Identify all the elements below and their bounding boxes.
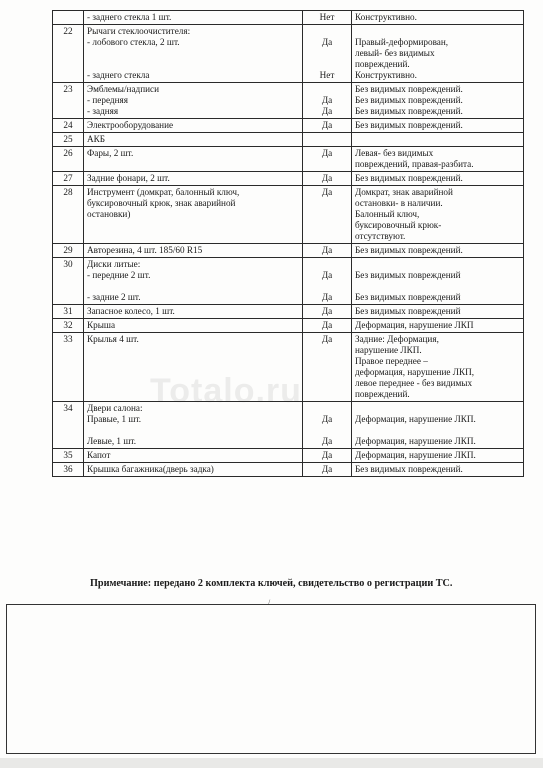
item-description-line: Инструмент (домкрат, балонный ключ, [87,187,240,197]
presence-status-line: Да [321,334,333,344]
condition-comment-line: Без видимых повреждений. [355,245,463,255]
condition-comment-line: отсутствуют. [355,231,406,241]
table-row [53,319,524,333]
scan-edge [0,758,543,768]
condition-comment-line [355,26,520,37]
row-number: 31 [63,306,73,316]
row-number-cell [53,258,84,305]
condition-comment-cell [352,244,524,258]
row-number: 27 [63,173,73,183]
item-description-line: Запасное колесо, 1 шт. [87,306,175,316]
presence-status-cell [303,244,352,258]
presence-status-cell [303,463,352,477]
condition-comment-cell [352,319,524,333]
row-number: 25 [63,134,73,144]
condition-comment-line [355,281,520,292]
presence-status-line: Да [321,95,333,105]
presence-status-cell [303,83,352,119]
presence-status-cell [303,25,352,83]
watermark: Totalo.ru [150,372,302,410]
row-number: 24 [63,120,73,130]
presence-status-line: Да [321,464,333,474]
presence-status-line: Да [321,120,333,130]
item-description-line: буксировочный крюк, знак аварийной [87,198,236,208]
presence-status-cell [303,402,352,449]
item-description-line: Задние фонари, 2 шт. [87,173,170,183]
row-number-cell [53,244,84,258]
table-row [53,258,524,305]
item-description-line: Крылья 4 шт. [87,334,139,344]
item-description-cell [84,172,303,186]
condition-comment-line: нарушение ЛКП. [355,345,422,355]
presence-status-line: Да [321,106,333,116]
condition-comment-line: Домкрат, знак аварийной [355,187,453,197]
condition-comment-line [355,425,520,436]
presence-status-line: Да [321,37,333,47]
item-description-cell [84,319,303,333]
condition-comment-line: повреждений, правая-разбита. [355,159,474,169]
condition-comment-line [355,259,520,270]
presence-status-line [306,281,348,292]
condition-comment-cell [352,305,524,319]
presence-status-line [306,134,348,145]
condition-comment-line: повреждений. [355,59,410,69]
item-description-line: Рычаги стеклоочистителя: [87,26,191,36]
row-number-cell [53,172,84,186]
item-description-cell [84,258,303,305]
presence-status-cell [303,449,352,463]
item-description-line: Капот [87,450,111,460]
condition-comment-line: Деформация, нарушение ЛКП. [355,450,476,460]
condition-comment-line: Без видимых повреждений. [355,120,463,130]
table-row [53,186,524,244]
item-description-line: Эмблемы/надписи [87,84,160,94]
presence-status-line [306,26,348,37]
condition-comment-line: повреждений. [355,389,410,399]
table-row [53,119,524,133]
item-description-line: - лобового стекла, 2 шт. [87,37,180,47]
presence-status-line: Нет [319,12,335,22]
condition-comment-cell [352,119,524,133]
presence-status-cell [303,11,352,25]
condition-comment-line: Балонный ключ, [355,209,420,219]
table-row [53,83,524,119]
item-description-cell [84,449,303,463]
condition-comment-cell [352,172,524,186]
row-number: 35 [63,450,73,460]
table-row [53,25,524,83]
row-number: 23 [63,84,73,94]
condition-comment-cell [352,258,524,305]
condition-comment-line: Без видимых повреждений [355,270,461,280]
condition-comment-line: Без видимых повреждений. [355,464,463,474]
item-description-line: Фары, 2 шт. [87,148,134,158]
condition-comment-line: Без видимых повреждений [355,292,461,302]
condition-comment-line: Конструктивно. [355,12,417,22]
table-row [53,333,524,402]
pen-mark: / [268,598,271,607]
row-number-cell [53,402,84,449]
inspection-table [52,10,524,477]
condition-comment-cell [352,25,524,83]
presence-status-line: Да [321,148,333,158]
condition-comment-line: Конструктивно. [355,70,417,80]
condition-comment-cell [352,402,524,449]
item-description-line: Диски литые: [87,259,141,269]
row-number-cell [53,147,84,172]
presence-status-line: Да [321,450,333,460]
item-description-line: - передние 2 шт. [87,270,151,280]
item-description-cell [84,186,303,244]
row-number-cell [53,319,84,333]
empty-signature-box [6,604,536,754]
row-number: 32 [63,320,73,330]
table-row [53,305,524,319]
row-number: 26 [63,148,73,158]
presence-status-cell [303,319,352,333]
item-description-line: АКБ [87,134,106,144]
row-number-cell [53,83,84,119]
presence-status-line [306,59,348,70]
presence-status-line: Да [321,436,333,446]
item-description-line [87,48,299,59]
presence-status-line: Да [321,320,333,330]
row-number: 28 [63,187,73,197]
presence-status-line [306,403,348,414]
row-number-cell [53,133,84,147]
condition-comment-line: деформация, нарушение ЛКП, [355,367,475,377]
condition-comment-cell [352,186,524,244]
presence-status-line [306,48,348,59]
item-description-cell [84,147,303,172]
row-number-cell [53,11,84,25]
presence-status-line: Да [321,270,333,280]
condition-comment-cell [352,449,524,463]
item-description-cell [84,119,303,133]
row-number-cell [53,449,84,463]
presence-status-line: Да [321,306,333,316]
table-row [53,172,524,186]
presence-status-cell [303,133,352,147]
row-number: 30 [63,259,73,269]
presence-status-cell [303,119,352,133]
condition-comment-cell [352,147,524,172]
note-text: Примечание: передано 2 комплекта ключей, свидетельство о регистрации ТС. [90,578,453,589]
condition-comment-line: Без видимых повреждений [355,306,461,316]
condition-comment-cell [352,11,524,25]
row-number-cell [53,25,84,83]
condition-comment-line: левое переднее - без видимых [355,378,473,388]
presence-status-line: Нет [319,70,335,80]
item-description-cell [84,244,303,258]
presence-status-line: Да [321,173,333,183]
item-description-line: Левые, 1 шт. [87,436,137,446]
item-description-cell [84,83,303,119]
item-description-line: - передняя [87,95,128,105]
condition-comment-line [355,403,520,414]
item-description-line [87,281,299,292]
presence-status-cell [303,147,352,172]
row-number: 29 [63,245,73,255]
item-description-cell [84,305,303,319]
condition-comment-line: Правое переднее – [355,356,428,366]
presence-status-cell [303,172,352,186]
table-row [53,244,524,258]
presence-status-cell [303,305,352,319]
condition-comment-cell [352,133,524,147]
item-description-line [87,425,299,436]
row-number: 36 [63,464,73,474]
presence-status-line: Да [321,414,333,424]
condition-comment-line: Правый-деформирован, [355,37,449,47]
condition-comment-line: Без видимых повреждений. [355,106,463,116]
row-number: 33 [63,334,73,344]
table-row [53,133,524,147]
presence-status-line: Да [321,245,333,255]
item-description-cell [84,333,303,402]
item-description-line: - задние 2 шт. [87,292,141,302]
table-row [53,463,524,477]
item-description-cell [84,25,303,83]
condition-comment-line: Деформация, нарушение ЛКП. [355,414,476,424]
row-number: 34 [63,403,73,413]
row-number-cell [53,186,84,244]
presence-status-line: Да [321,292,333,302]
presence-status-cell [303,258,352,305]
item-description-line: Двери салона: [87,403,143,413]
item-description-cell [84,133,303,147]
item-description-line: Авторезина, 4 шт. 185/60 R15 [87,245,203,255]
presence-status-line [306,425,348,436]
table-row [53,147,524,172]
table-row [53,402,524,449]
item-description-cell [84,402,303,449]
condition-comment-line: левый- без видимых [355,48,435,58]
row-number: 22 [63,26,73,36]
condition-comment-cell [352,463,524,477]
condition-comment-line: Без видимых повреждений. [355,84,463,94]
condition-comment-cell [352,83,524,119]
condition-comment-line: Без видимых повреждений. [355,95,463,105]
presence-status-line: Да [321,187,333,197]
item-description-cell [84,463,303,477]
item-description-line: Крышка багажника(дверь задка) [87,464,214,474]
presence-status-cell [303,333,352,402]
presence-status-line [306,259,348,270]
condition-comment-line: Без видимых повреждений. [355,173,463,183]
item-description-line: Электрооборудование [87,120,174,130]
condition-comment-line: остановки- в наличии. [355,198,443,208]
item-description-line: - задняя [87,106,119,116]
condition-comment-line [355,134,520,145]
row-number-cell [53,333,84,402]
presence-status-line [306,84,348,95]
item-description-line: Правые, 1 шт. [87,414,142,424]
presence-status-cell [303,186,352,244]
condition-comment-line: Деформация, нарушение ЛКП. [355,436,476,446]
row-number-cell [53,119,84,133]
table-row [53,11,524,25]
condition-comment-line: Левая- без видимых [355,148,434,158]
table-row [53,449,524,463]
item-description-line: - заднего стекла [87,70,150,80]
item-description-line [87,59,299,70]
row-number-cell [53,463,84,477]
condition-comment-line: Задние: Деформация, [355,334,439,344]
row-number-cell [53,305,84,319]
condition-comment-cell [352,333,524,402]
condition-comment-line: буксировочный крюк- [355,220,442,230]
condition-comment-line: Деформация, нарушение ЛКП [355,320,474,330]
item-description-line: остановки) [87,209,131,219]
table-body [53,11,524,477]
item-description-line: - заднего стекла 1 шт. [87,12,172,22]
item-description-line: Крыша [87,320,116,330]
item-description-cell [84,11,303,25]
